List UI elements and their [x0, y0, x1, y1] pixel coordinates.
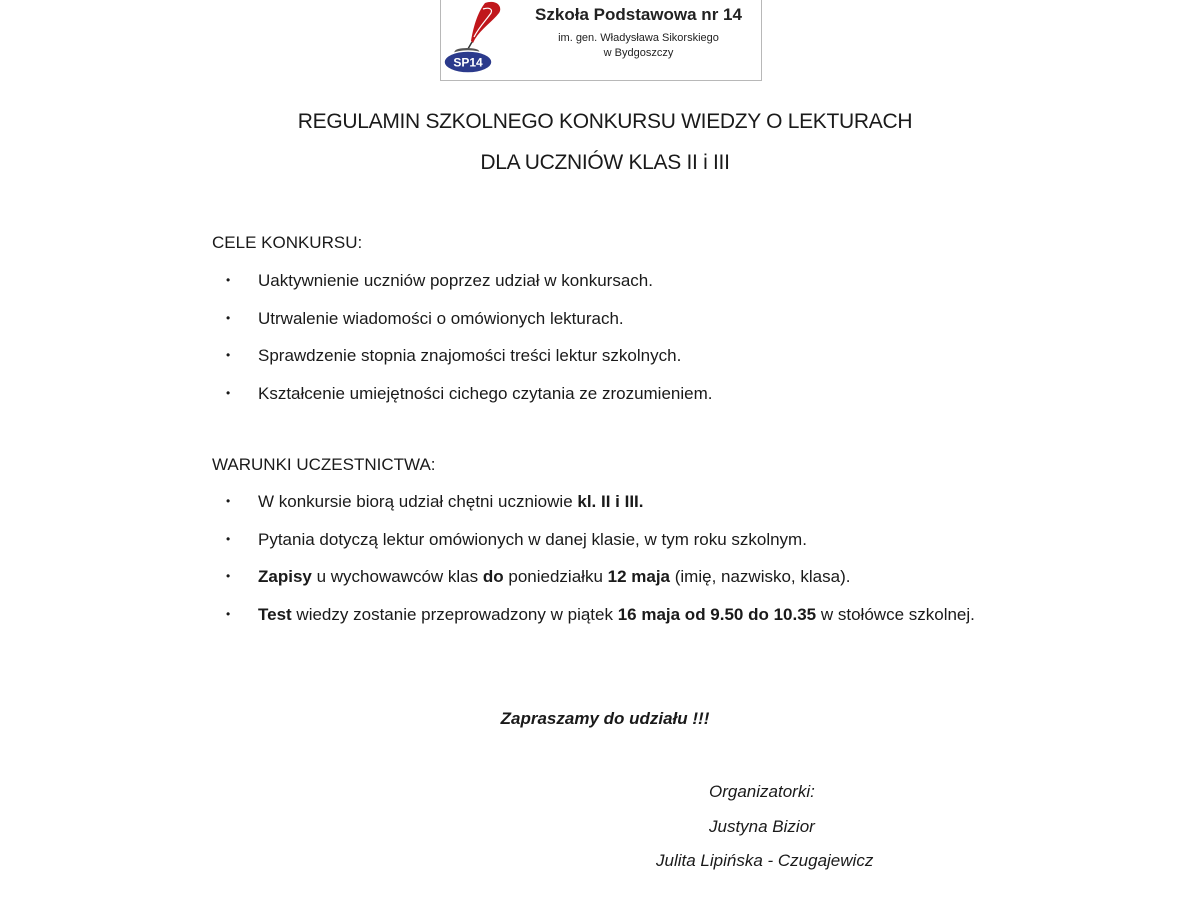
cele-list	[0, 262, 998, 412]
bullet-icon: •	[226, 531, 231, 546]
school-patron: im. gen. Władysława Sikorskiego	[558, 32, 719, 44]
list-item-text: W konkursie biorą udział chętni uczniowie	[258, 492, 578, 511]
document-title-line1: REGULAMIN SZKOLNEGO KONKURSU WIEDZY O LEKTURACH	[297, 110, 913, 133]
cele-heading: CELE KONKURSU:	[212, 233, 363, 252]
list-item-text: Uaktywnienie uczniów poprzez udział w konkursach.	[258, 271, 653, 290]
school-name: Szkoła Podstawowa nr 14	[535, 5, 742, 24]
signature-name-1: Justyna Bizior	[709, 817, 815, 836]
bullet-icon: •	[226, 494, 231, 508]
inkwell-quill-logo-icon	[441, 0, 517, 79]
invitation-text: Zapraszamy do udziału !!!	[500, 709, 710, 728]
list-item-text: u wychowawców klas	[311, 567, 483, 586]
list-item-text: poniedziałku	[503, 567, 608, 586]
warunki-list	[0, 483, 998, 633]
list-item-text: w stołówce szkolnej.	[816, 604, 975, 624]
list-item-bold: Test	[258, 604, 292, 624]
list-item-bold: 16 maja od 9.50 do 10.35	[617, 604, 817, 624]
list-item-text: Kształcenie umiejętności cichego czytania ze zrozumieniem.	[258, 383, 713, 403]
list-item-text: Pytania dotyczą lektur omówionych w danej klasie, w tym roku szkolnym.	[258, 529, 807, 549]
list-item-text: Sprawdzenie stopnia znajomości treści lektur szkolnych.	[258, 346, 682, 365]
list-item	[0, 337, 998, 375]
bullet-icon: •	[226, 310, 231, 325]
bullet-icon: •	[226, 385, 231, 400]
list-item-text: wiedzy zostanie przeprowadzony w piątek	[291, 604, 618, 624]
list-item	[0, 521, 998, 559]
list-item	[0, 596, 998, 634]
bullet-icon: •	[226, 606, 231, 621]
list-item	[0, 483, 998, 521]
bullet-icon: •	[226, 273, 231, 287]
list-item-bold: do	[482, 567, 504, 586]
list-item	[0, 375, 998, 413]
signature-name-2: Julita Lipińska - Czugajewicz	[656, 851, 874, 870]
school-city: w Bydgoszczy	[603, 47, 674, 59]
warunki-heading: WARUNKI UCZESTNICTWA:	[212, 455, 436, 474]
list-item-bold: 12 maja	[607, 567, 671, 586]
signature-label: Organizatorki:	[709, 782, 815, 801]
list-item-bold: Zapisy	[258, 567, 312, 586]
bullet-icon: •	[226, 348, 231, 362]
logo-badge-text: SP14	[453, 55, 483, 70]
list-item	[0, 558, 998, 596]
document-title-line2: DLA UCZNIÓW KLAS II i III	[480, 151, 730, 174]
bullet-icon: •	[226, 569, 231, 583]
list-item-text: (imię, nazwisko, klasa).	[670, 567, 851, 586]
school-logo-header	[440, 0, 762, 81]
list-item-text: Utrwalenie wiadomości o omówionych lekturach.	[258, 308, 624, 328]
list-item	[0, 300, 998, 338]
list-item	[0, 262, 998, 300]
list-item-bold: kl. II i III.	[577, 492, 644, 511]
